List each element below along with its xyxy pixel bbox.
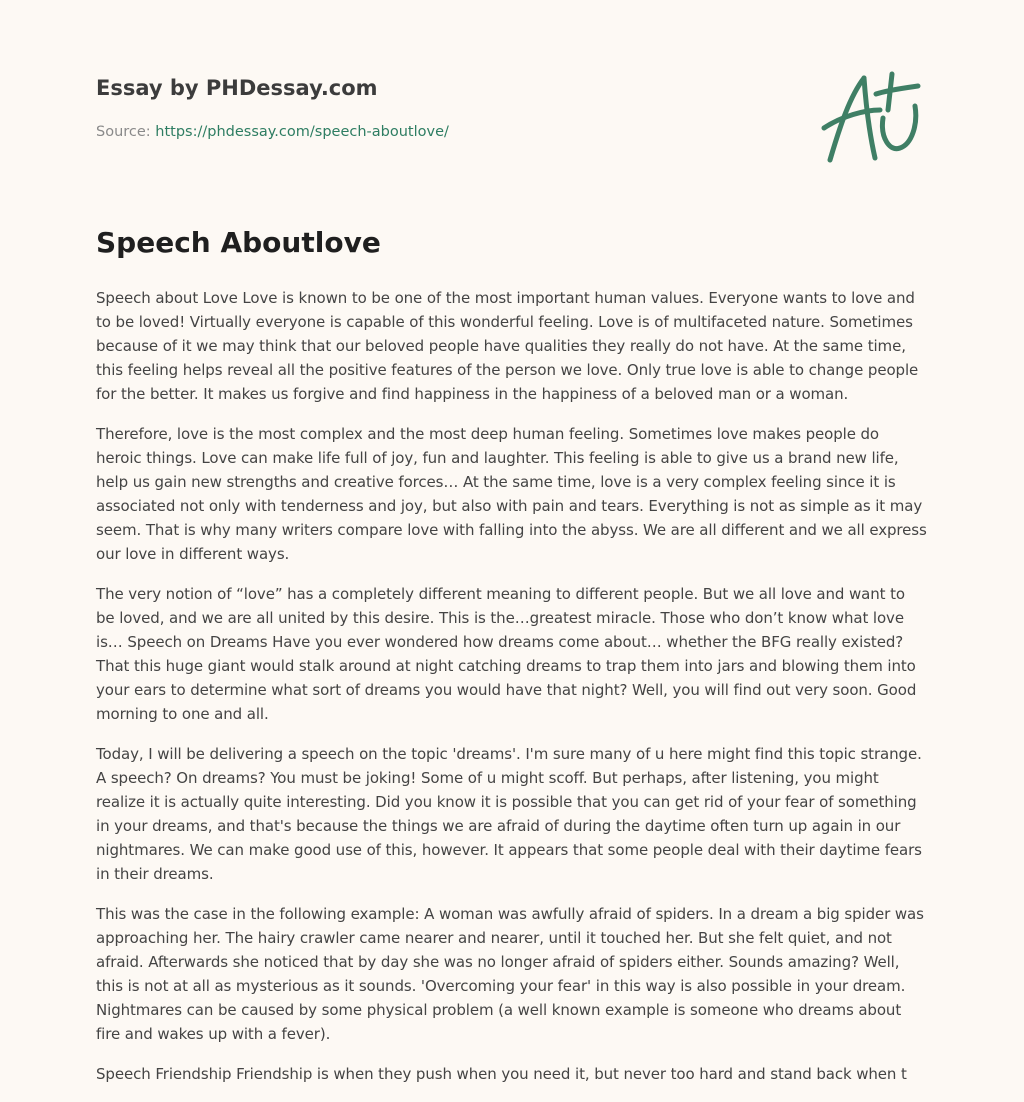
source-label: Source:: [96, 124, 151, 140]
essay-body: [96, 286, 928, 1102]
source-link[interactable]: https://phdessay.com/speech-aboutlove/: [155, 124, 449, 140]
source-line: [96, 124, 449, 140]
essay-paragraph: Therefore, love is the most complex and the most deep human feeling. Sometimes love makes people do heroic things. Love can make life full of joy, fun and laughter. This feeling is able to give us a brand new life, help us gain new strengths and creative forces… At the same time, love is a very complex feeling since it is associated not only with tenderness and joy, but also with pain and tears. Everything is not as simple as it may seem. That is why many writers compare love with falling into the abyss. We are all different and we all express our love in different ways.: [96, 425, 927, 563]
site-brand-title: Essay by PHDessay.com: [96, 76, 378, 100]
essay-paragraph: Speech about Love Love is known to be one of the most important human values. Everyone wants to love and to be loved! Virtually everyone is capable of this wonderful feeling. Love is of multifaceted nature. Sometimes because of it we may think that our beloved people have qualities they really do not have. At the same time, this feeling helps reveal all the positive features of the person we love. Only true love is able to change people for the better. It makes us forgive and find happiness in the happiness of a beloved man or a woman.: [96, 289, 919, 403]
essay-title: Speech Aboutlove: [96, 226, 381, 259]
essay-paragraph: Speech Friendship Friendship is when they push when you need it, but never too hard and stand back when t: [96, 1065, 907, 1083]
a-plus-grade-icon: [820, 66, 930, 166]
essay-paragraph: This was the case in the following example: A woman was awfully afraid of spiders. In a dream a big spider was approaching her. The hairy crawler came nearer and nearer, until it touched her. But she felt quiet, and not afraid. Afterwards she noticed that by day she was no longer afraid of spiders either. Sounds amazing? Well, this is not at all as mysterious as it sounds. 'Overcoming your fear' in this way is also possible in your dream. Nightmares can be caused by some physical problem (a well known example is someone who dreams about fire and wakes up with a fever).: [96, 905, 924, 1043]
essay-paragraph: The very notion of “love” has a completely different meaning to different people. But we all love and want to be loved, and we are all united by this desire. This is the…greatest miracle. Those who don’t know what love is… Speech on Dreams Have you ever wondered how dreams come about… whether the BFG really existed? That this huge giant would stalk around at night catching dreams to trap them into jars and blowing them into your ears to determine what sort of dreams you would have that night? Well, you will find out very soon. Good morning to one and all.: [96, 585, 917, 723]
essay-paragraph: Today, I will be delivering a speech on the topic 'dreams'. I'm sure many of u here might find this topic strange. A speech? On dreams? You must be joking! Some of u might scoff. But perhaps, after listening, you might realize it is actually quite interesting. Did you know it is possible that you can get rid of your fear of something in your dreams, and that's because the things we are afraid of during the daytime often turn up again in our nightmares. We can make good use of this, however. It appears that some people deal with their daytime fears in their dreams.: [96, 745, 922, 883]
